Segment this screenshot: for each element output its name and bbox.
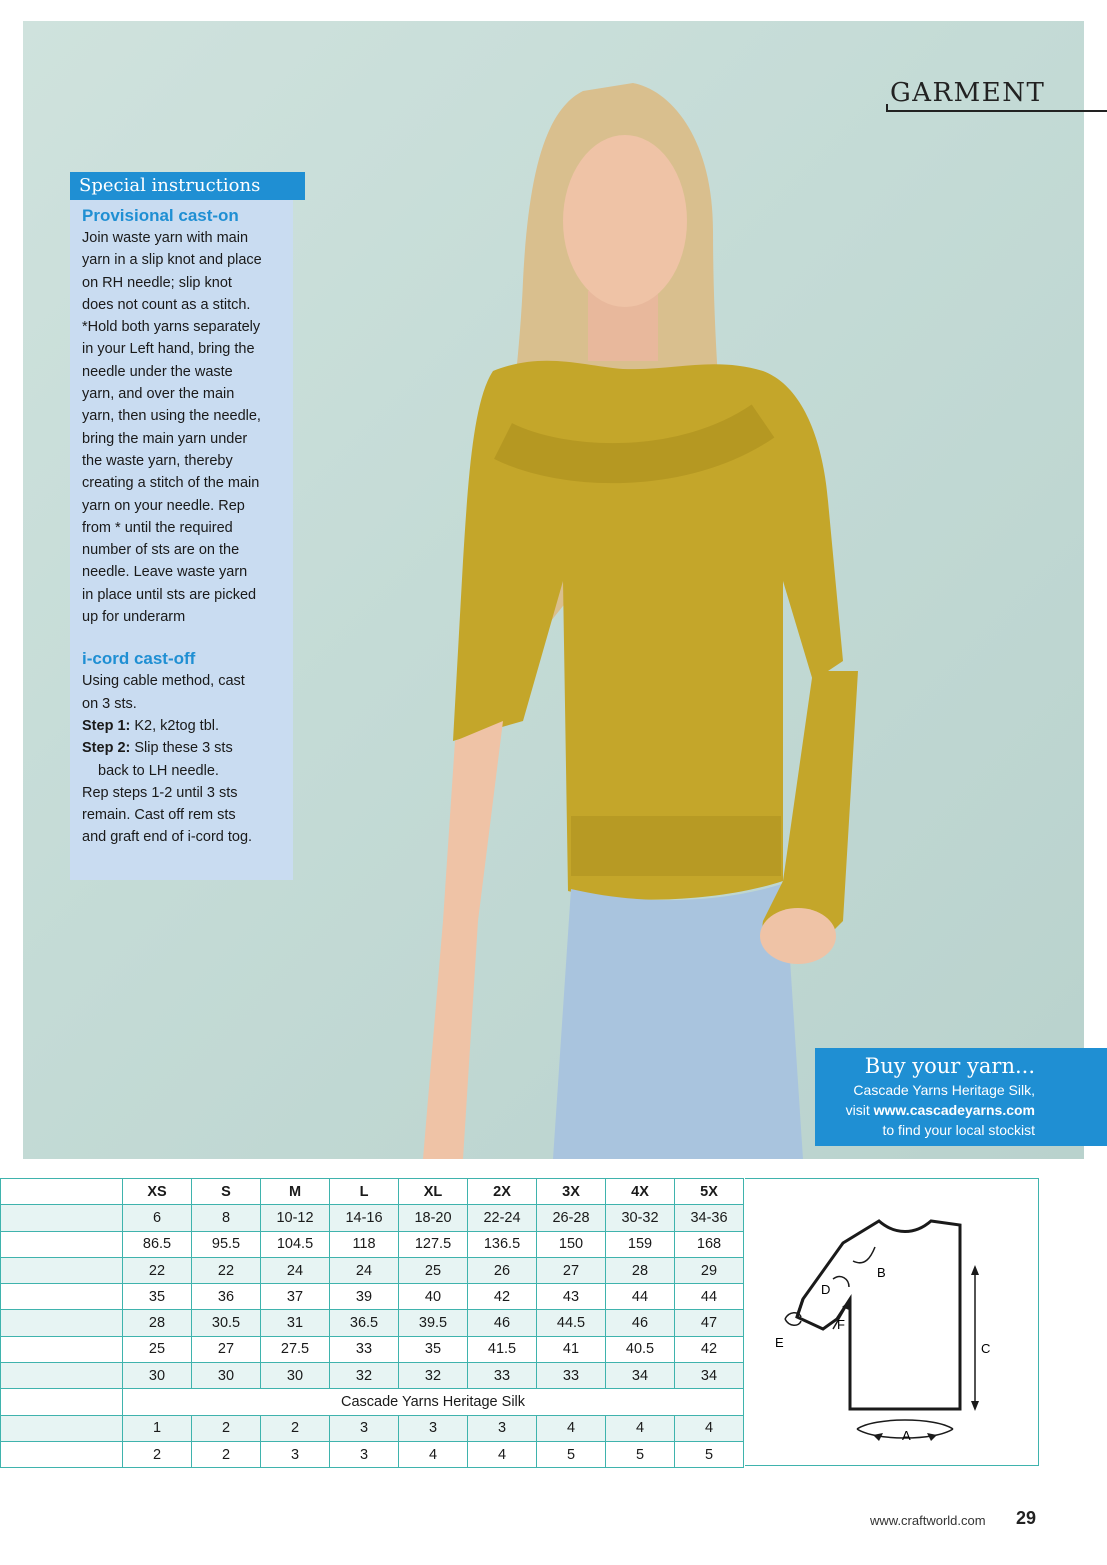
- table-cell: 4: [399, 1441, 468, 1467]
- table-cell: 8: [192, 1205, 261, 1231]
- table-cell: 30: [123, 1363, 192, 1389]
- table-cell: 127.5: [399, 1231, 468, 1257]
- text-line: creating a stitch of the main: [82, 475, 260, 492]
- table-cell: 4: [606, 1415, 675, 1441]
- table-cell: 34: [675, 1363, 744, 1389]
- table-cell: 136.5: [468, 1231, 537, 1257]
- text-line: Rep steps 1-2 until 3 sts: [82, 784, 238, 801]
- table-cell: 5: [606, 1441, 675, 1467]
- footer-url[interactable]: www.craftworld.com: [870, 1513, 986, 1528]
- text-line: needle under the waste: [82, 363, 233, 380]
- table-cell: 44: [606, 1284, 675, 1310]
- row-label-cell: [1, 1205, 123, 1231]
- table-cell: 35: [399, 1336, 468, 1362]
- table-cell: 3: [468, 1415, 537, 1441]
- text-line: on RH needle; slip knot: [82, 274, 232, 291]
- table-cell: 6: [123, 1205, 192, 1231]
- table-row: [1, 1336, 744, 1362]
- buy-yarn-line-3: to find your local stockist: [882, 1122, 1035, 1138]
- table-cell: 159: [606, 1231, 675, 1257]
- text-line: does not count as a stitch.: [82, 296, 251, 313]
- row-label-cell: [1, 1310, 123, 1336]
- table-cell: 2: [123, 1441, 192, 1467]
- table-cell: 168: [675, 1231, 744, 1257]
- label-b: B: [877, 1265, 886, 1280]
- table-cell: 27: [192, 1336, 261, 1362]
- text-line: Join waste yarn with main: [82, 230, 249, 246]
- table-cell: 104.5: [261, 1231, 330, 1257]
- table-cell: 29: [675, 1257, 744, 1283]
- yarn-name-cell: Cascade Yarns Heritage Silk: [123, 1389, 744, 1415]
- text-line: up for underarm: [82, 609, 186, 626]
- table-cell: 42: [675, 1336, 744, 1362]
- table-cell: 14-16: [330, 1205, 399, 1231]
- text-line: number of sts are on the: [82, 542, 240, 559]
- provisional-cast-on-text: [82, 227, 292, 628]
- text-line: yarn on your needle. Rep: [82, 497, 245, 514]
- table-cell: 37: [261, 1284, 330, 1310]
- size-header: XL: [399, 1179, 468, 1205]
- table-cell: 2: [261, 1415, 330, 1441]
- step-2-label: Step 2:: [82, 740, 131, 757]
- row-label-cell: [1, 1415, 123, 1441]
- table-cell: 30.5: [192, 1310, 261, 1336]
- label-a: A: [902, 1428, 911, 1443]
- table-row: [1, 1441, 744, 1467]
- special-instructions-body: [82, 205, 292, 849]
- step-1-text: K2, k2tog tbl.: [130, 717, 220, 734]
- table-cell: 46: [606, 1310, 675, 1336]
- table-cell: 3: [399, 1415, 468, 1441]
- table-cell: 46: [468, 1310, 537, 1336]
- step-2: [82, 737, 292, 759]
- provisional-cast-on-heading: Provisional cast-on: [82, 206, 239, 225]
- page-number: 29: [1016, 1508, 1037, 1528]
- label-d: D: [821, 1282, 831, 1297]
- table-cell: 42: [468, 1284, 537, 1310]
- sweater-outline: [797, 1221, 960, 1409]
- table-cell: 41: [537, 1336, 606, 1362]
- label-f: F: [837, 1317, 845, 1332]
- step-1-label: Step 1:: [82, 717, 131, 734]
- size-header: 4X: [606, 1179, 675, 1205]
- icord-cast-off-heading: i-cord cast-off: [82, 649, 196, 669]
- row-label-cell: [1, 1336, 123, 1362]
- table-cell: 4: [675, 1415, 744, 1441]
- text-line: yarn, then using the needle,: [82, 408, 261, 425]
- table-cell: 2: [192, 1441, 261, 1467]
- table-cell: 40: [399, 1284, 468, 1310]
- table-cell: 44.5: [537, 1310, 606, 1336]
- table-row: [1, 1284, 744, 1310]
- size-header: 2X: [468, 1179, 537, 1205]
- table-cell: 5: [675, 1441, 744, 1467]
- table-cell: 4: [537, 1415, 606, 1441]
- size-header: XS: [123, 1179, 192, 1205]
- row-label-cell: [1, 1284, 123, 1310]
- table-row: [1, 1231, 744, 1257]
- visit-text: visit: [845, 1102, 874, 1118]
- table-row: [1, 1257, 744, 1283]
- row-label-cell: [1, 1257, 123, 1283]
- table-cell: 25: [123, 1336, 192, 1362]
- table-row: [1, 1363, 744, 1389]
- size-header-row: [1, 1179, 744, 1205]
- text-line: remain. Cast off rem sts: [82, 807, 236, 824]
- table-cell: 4: [468, 1441, 537, 1467]
- text-line: on 3 sts.: [82, 695, 137, 712]
- table-cell: 22-24: [468, 1205, 537, 1231]
- row-label-cell: [1, 1389, 123, 1415]
- table-cell: 24: [261, 1257, 330, 1283]
- table-cell: 34-36: [675, 1205, 744, 1231]
- table-cell: 3: [330, 1441, 399, 1467]
- text-line: needle. Leave waste yarn: [82, 564, 248, 581]
- table-cell: 26: [468, 1257, 537, 1283]
- table-cell: 10-12: [261, 1205, 330, 1231]
- table-cell: 22: [123, 1257, 192, 1283]
- text-line: and graft end of i-cord tog.: [82, 829, 253, 846]
- table-row: [1, 1310, 744, 1336]
- yarn-website-link[interactable]: www.cascadeyarns.com: [873, 1102, 1035, 1118]
- table-cell: 27.5: [261, 1336, 330, 1362]
- table-cell: 26-28: [537, 1205, 606, 1231]
- step-2-text: Slip these 3 sts: [130, 740, 233, 757]
- table-cell: 40.5: [606, 1336, 675, 1362]
- text-line: in place until sts are picked: [82, 586, 257, 603]
- text-line: Using cable method, cast: [82, 673, 245, 690]
- row-label-cell: [1, 1179, 123, 1205]
- table-cell: 34: [606, 1363, 675, 1389]
- buy-yarn-line-2: [815, 1100, 1035, 1120]
- table-cell: 31: [261, 1310, 330, 1336]
- table-cell: 44: [675, 1284, 744, 1310]
- yarn-name-row: [1, 1389, 744, 1415]
- table-cell: 36.5: [330, 1310, 399, 1336]
- row-label-cell: [1, 1231, 123, 1257]
- table-cell: 22: [192, 1257, 261, 1283]
- text-line: *Hold both yarns separately: [82, 319, 261, 336]
- text-line: in your Left hand, bring the: [82, 341, 255, 358]
- size-header: 5X: [675, 1179, 744, 1205]
- table-cell: 32: [330, 1363, 399, 1389]
- table-cell: 39.5: [399, 1310, 468, 1336]
- table-cell: 1: [123, 1415, 192, 1441]
- table-cell: 5: [537, 1441, 606, 1467]
- buy-yarn-box: [815, 1048, 1107, 1146]
- buy-yarn-title: Buy your yarn...: [864, 1054, 1035, 1078]
- label-c: C: [981, 1341, 991, 1356]
- text-line: yarn, and over the main: [82, 386, 235, 403]
- table-cell: 95.5: [192, 1231, 261, 1257]
- size-table: [0, 1178, 744, 1468]
- size-header: 3X: [537, 1179, 606, 1205]
- table-cell: 3: [330, 1415, 399, 1441]
- table-cell: 30: [192, 1363, 261, 1389]
- table-cell: 28: [123, 1310, 192, 1336]
- table-cell: 33: [468, 1363, 537, 1389]
- label-e: E: [775, 1335, 784, 1350]
- row-label-cell: [1, 1441, 123, 1467]
- table-cell: 118: [330, 1231, 399, 1257]
- table-cell: 18-20: [399, 1205, 468, 1231]
- step-2-continued: back to LH needle.: [98, 762, 219, 779]
- table-cell: 43: [537, 1284, 606, 1310]
- table-row: [1, 1205, 744, 1231]
- special-instructions-title: Special instructions: [70, 172, 305, 200]
- table-cell: 39: [330, 1284, 399, 1310]
- size-header: M: [261, 1179, 330, 1205]
- table-cell: 41.5: [468, 1336, 537, 1362]
- text-line: yarn in a slip knot and place: [82, 252, 262, 269]
- table-cell: 3: [261, 1441, 330, 1467]
- table-cell: 33: [330, 1336, 399, 1362]
- table-row: [1, 1415, 744, 1441]
- section-label: GARMENT: [890, 78, 1046, 108]
- text-line: from * until the required: [82, 519, 233, 536]
- table-cell: 28: [606, 1257, 675, 1283]
- table-cell: 2: [192, 1415, 261, 1441]
- table-cell: 25: [399, 1257, 468, 1283]
- section-rule: [886, 110, 1107, 112]
- row-label-cell: [1, 1363, 123, 1389]
- table-cell: 32: [399, 1363, 468, 1389]
- table-cell: 36: [192, 1284, 261, 1310]
- table-cell: 150: [537, 1231, 606, 1257]
- garment-schematic: [745, 1179, 1039, 1467]
- text-line: the waste yarn, thereby: [82, 452, 233, 469]
- table-cell: 86.5: [123, 1231, 192, 1257]
- table-cell: 30-32: [606, 1205, 675, 1231]
- table-cell: 24: [330, 1257, 399, 1283]
- text-line: bring the main yarn under: [82, 430, 248, 447]
- step-1: [82, 715, 292, 737]
- table-cell: 33: [537, 1363, 606, 1389]
- table-cell: 47: [675, 1310, 744, 1336]
- size-header: L: [330, 1179, 399, 1205]
- table-cell: 30: [261, 1363, 330, 1389]
- icord-cast-off-text: [82, 670, 292, 848]
- buy-yarn-line-1: Cascade Yarns Heritage Silk,: [853, 1082, 1035, 1098]
- size-header: S: [192, 1179, 261, 1205]
- table-cell: 27: [537, 1257, 606, 1283]
- schematic-frame: [745, 1178, 1039, 1466]
- table-cell: 35: [123, 1284, 192, 1310]
